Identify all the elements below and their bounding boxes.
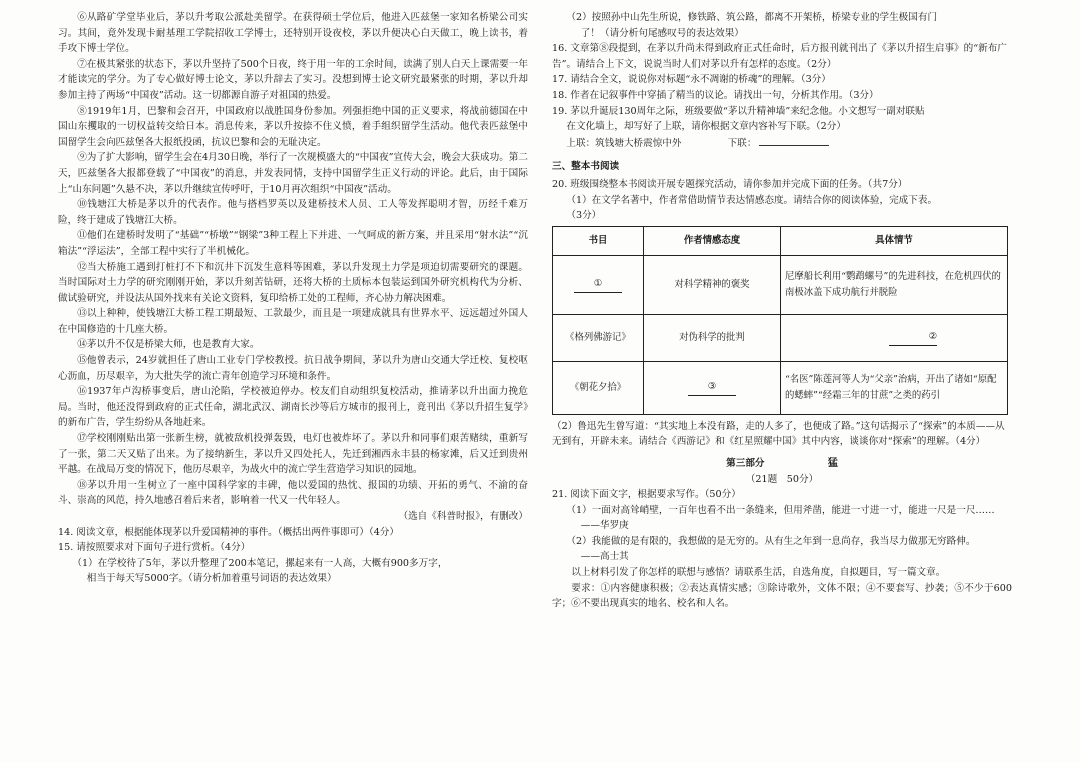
paragraph-9: ⑨为了扩大影响，留学生会在4月30日晚，举行了一次规模盛大的“中国夜”宣传大会，晚会大获成功。第二天，匹兹堡各大报都登载了“中国夜”的消息，并发表同情，支持中国留学生正义行动的评论。此后，由于国际上“山东问题”久悬不决，茅以升继续宣传呼吁，于10月再次组织“中国夜”活动。 bbox=[58, 152, 528, 195]
question-15-2-line-1: （2）按照孙中山先生所说，修铁路、筑公路，都离不开架桥，桥梁专业的学生极国有门 bbox=[566, 12, 938, 23]
table-cell-book: 《格列佛游记》 bbox=[553, 314, 644, 361]
article-source: （选自《科普时报》，有删改） bbox=[398, 511, 528, 522]
table-row bbox=[553, 314, 1008, 361]
table-cell-detail: “名医”陈莲河等人为“父亲”治病，开出了诸如“原配的蟋蟀”“经霜三年的甘蔗”之类的药引 bbox=[781, 361, 1008, 414]
paragraph-13: ⑬以上种种，使钱塘江大桥工程工期最短、工款最少，而且是一项建成就具有世界水平、远远超过外国人在中国修造的十几座大桥。 bbox=[58, 308, 528, 335]
paragraph-17: ⑰学校刚刚贴出第一张新生榜，就被敌机投弹轰毁，电灯也被炸坏了。茅以升和同事们艰苦赌续，重新写了一张，第二天又贴了出来。为了接纳新生，茅以升又四处托人，先迁到湘西永丰县的杨家滩，后又迁到贵州平越。在战局万变的情况下，他历尽艰辛，为战火中的流亡学生营造学习知识的园地。 bbox=[58, 433, 528, 476]
question-19-line-2: 在文化墙上，却写好了上联，请你根据文章内容补写下联。（2分） bbox=[566, 121, 846, 133]
question-20-1-score: （3分） bbox=[566, 210, 602, 222]
question-21-material-2-author: ——高士其 bbox=[580, 551, 629, 563]
handwritten-mark: 猛 bbox=[827, 457, 838, 469]
question-18: 18. 作者在记叙事件中穿插了精当的议论。请找出一句，分析其作用。（3分） bbox=[552, 89, 879, 101]
paragraph-11: ⑪他们在建桥时发明了“基础”“桥墩”“钢梁”3种工程上下并进、一气呵成的新方案，并且采用“射水法”“沉箱法”“浮运法”，全部工程中实行了半机械化。 bbox=[58, 230, 528, 257]
question-20-2: （2）鲁迅先生曾写道：“其实地上本没有路，走的人多了，也便成了路。”这句话揭示了“探索”的本质——从无到有，开辟未来。请结合《西游记》和《红星照耀中国》其中内容，谈谈你对“探索”的理解。（4分） bbox=[552, 420, 1005, 448]
couplet-lower-label: 下联： bbox=[727, 137, 757, 149]
paragraph-15: ⑮他曾表示，24岁就担任了唐山工业专门学校教授。抗日战争期间，茅以升为唐山交通大学迁校、复校呕心沥血，历尽艰辛，为大批失学的流亡青年创造学习环境和条件。 bbox=[58, 355, 528, 382]
paragraph-7: ⑦在极其紧张的状态下，茅以升坚持了500个日夜，终于用一年的工余时间，读满了别人白天上课需要一年才能读完的学分。为了专心做好博士论文，茅以升辞去了实习。没想到博士论文研究最紧张的时期，茅以升却参加主持了两场“中国夜”活动。这一切都源自游子对祖国的热爱。 bbox=[58, 58, 528, 101]
table-cell-detail: 尼摩船长利用“鹦鹉螺号”的先进科技，在危机四伏的南极冰盖下成功航行并脱险 bbox=[781, 255, 1008, 314]
question-16: 16. 文章第⑧段提到，在茅以升尚未得到政府正式任命时，后方报刊就刊出了《茅以升招生启事》的“新布广告”。请结合上下文，说说当时人们对茅以升有怎样的态度。（2分） bbox=[552, 43, 1007, 70]
question-21-material-1: （1）一面对高耸峭壁，一百年也看不出一条缝来，但用斧凿，能进一寸进一寸，能进一尺是一尺…… bbox=[566, 504, 995, 516]
question-15-1-line-1: （1）在学校待了5年，茅以升整理了200本笔记，摞起来有一人高，大概有900多万字， bbox=[72, 557, 448, 569]
table-cell-attitude[interactable]: ③ bbox=[644, 361, 781, 414]
table-row bbox=[553, 361, 1008, 414]
part-3-subtitle: （21题 50分） bbox=[745, 473, 819, 485]
paragraph-6: ⑥从路矿学堂毕业后，茅以升考取公派赴美留学。在获得硕士学位后，他进入匹兹堡一家知名桥梁公司实习。其间，竟外发现卡耐基理工学院招收工学博士，还特别开设夜校，茅以升便决心白天做工，晚上读书，着手攻下博士学位。 bbox=[58, 12, 528, 55]
table-header-detail: 具体情节 bbox=[781, 226, 1008, 255]
table-header-book: 书目 bbox=[553, 226, 644, 255]
question-15-2-line-2: 了！（请分析句尾感叹号的表达效果） bbox=[580, 27, 744, 39]
table-cell-book: 《朝花夕拾》 bbox=[553, 361, 644, 414]
question-20: 20. 班级围绕整本书阅读开展专题探究活动，请你参加并完成下面的任务。（共7分） bbox=[552, 178, 908, 190]
table-cell-detail[interactable]: ② bbox=[781, 314, 1008, 361]
right-column bbox=[552, 10, 1012, 612]
question-14: 14. 阅读文章，根据能体现茅以升爱国精神的事件。（概括出两件事即可）（4分） bbox=[58, 526, 399, 538]
part-3-label: 第三部分 bbox=[726, 457, 765, 469]
reading-table bbox=[552, 226, 1008, 415]
question-21-prompt: 以上材料引发了你怎样的联想与感悟？请联系生活，自选角度，自拟题目，写一篇文章。 bbox=[571, 567, 946, 579]
paragraph-10: ⑩钱塘江大桥是茅以升的代表作。他与搭档罗英以及建桥技术人员、工人等发挥聪明才智，历经千难万险，终于建成了钱塘江大桥。 bbox=[58, 199, 528, 226]
couplet-upper: 上联：筑钱塘大桥震惊中外 bbox=[566, 137, 682, 149]
question-15: 15. 请按照要求对下面句子进行赏析。（4分） bbox=[58, 542, 251, 554]
table-cell-book[interactable]: ① bbox=[553, 255, 644, 314]
part-3-title bbox=[552, 456, 1012, 472]
section-3-title: 三、整本书阅读 bbox=[552, 161, 620, 173]
paragraph-16: ⑯1937年卢沟桥事变后，唐山沦陷，学校被迫停办。校友们自动组织复校活动，推请茅以升出面力挽危局。当时，他还没得到政府的正式任命，湖北武汉、湖南长沙等后方城市的报刊上，竟刊出《茅以升招生复学》的新布广告，学生纷纷从各地赶来。 bbox=[58, 386, 528, 429]
table-cell-attitude: 对伪科学的批判 bbox=[644, 314, 781, 361]
table-row bbox=[553, 255, 1008, 314]
paragraph-12: ⑫当大桥施工遇到打桩打不下和沉井下沉发生意料等困难，茅以升发现土力学是项迫切需要研究的课题。当时国际对土力学的研究刚刚开始，茅以升刻苦钻研，还将大桥的土质标本包装运到国外研究机构代为分析、做试验研究，并设法从国外找来有关论文资料，复印给桥工处的工程师，齐心协力解决困难。 bbox=[58, 261, 528, 304]
table-header-attitude: 作者情感态度 bbox=[644, 226, 781, 255]
table-cell-attitude: 对科学精神的褒奖 bbox=[644, 255, 781, 314]
couplet-lower-blank[interactable] bbox=[759, 135, 829, 146]
question-21-requirements: 要求：①内容健康积极；②表达真情实感；③除诗歌外，文体不限；④不要套写、抄袭；⑤不少于600字；⑥不要出现真实的地名、校名和人名。 bbox=[552, 582, 1012, 610]
table-header-row bbox=[553, 226, 1008, 255]
paragraph-14: ⑭茅以升不仅是桥梁大师，也是教育大家。 bbox=[77, 339, 260, 351]
question-20-1: （1）在文学名著中，作者常借助情节表达情感态度。请结合你的阅读体验，完成下表。 bbox=[566, 194, 938, 206]
paragraph-18: ⑱茅以升用一生树立了一座中国科学家的丰碑，他以爱国的热忱、报国的功绩、开拓的勇气、不渝的奋斗、崇高的风范，持久地感召着后来者，影响着一代又一代年轻人。 bbox=[58, 479, 528, 507]
couplet-line bbox=[552, 135, 1012, 152]
left-column bbox=[58, 10, 528, 587]
question-15-1-line-2: 相当于每天写5000字。（请分析加着重号词语的表达效果） bbox=[86, 573, 337, 585]
question-21-material-1-author: ——华罗庚 bbox=[580, 520, 629, 532]
question-17: 17. 请结合全文，说说你对标题“永不凋谢的桥魂”的理解。（3分） bbox=[552, 74, 831, 86]
question-19-line-1: 19. 茅以升诞辰130周年之际，班级要做“茅以升精神墙”来纪念他。小文想写一副对联贴 bbox=[552, 105, 925, 117]
paragraph-8: ⑧1919年1月，巴黎和会召开，中国政府以战胜国身份参加。列强拒绝中国的正义要求，将战前德国在中国山东攫取的一切权益转交给日本。消息传来，茅以升按捺不住义愤，着手组织留学生活动。他代表匹兹堡中国留学生会向匹兹堡各大报纸投函，抗议巴黎和会的无耻决定。 bbox=[58, 105, 528, 148]
question-21: 21. 阅读下面文字，根据要求写作。（50分） bbox=[552, 489, 741, 501]
question-21-material-2: （2）我能做的是有限的，我想做的是无穷的。从有生之年到一息尚存，我当尽力做那无穷路伸。 bbox=[566, 535, 976, 547]
